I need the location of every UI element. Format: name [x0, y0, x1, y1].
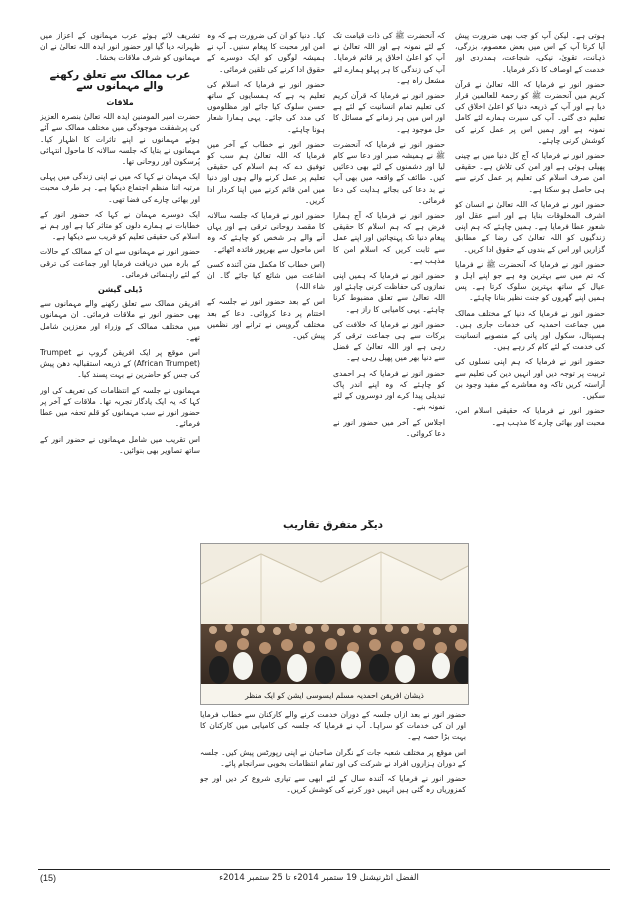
footer-rule — [38, 869, 610, 870]
paragraph: حضور انور نے فرمایا کہ ہر احمدی کو چاہئے کہ وہ اپنے اندر پاک تبدیلی پیدا کرے اور دوسروں کے لئے نمونہ بنے۔ — [333, 368, 445, 412]
article-column-5 — [200, 709, 466, 869]
paragraph: کیا۔ دنیا کو ان کی ضرورت ہے کہ وہ امن اور محبت کا پیغام سنیں۔ آپ نے ہمیشہ لوگوں کو ایک دوسرے کے حقوق ادا کرنے کی تلقین فرمائی۔ — [207, 31, 325, 74]
issue-date-line: الفضل انٹرنیشنل 19 ستمبر 2014ء تا 25 ستمبر 2014ء — [219, 873, 419, 883]
paragraph: حضور انور نے فرمایا کہ ہم اپنی نسلوں کی تربیت پر توجہ دیں اور انہیں دین کی تعلیم سے آراستہ کریں تاکہ وہ معاشرے کے مفید وجود بن سکیں۔ — [455, 357, 605, 401]
paragraph: حضور انور نے فرمایا کہ خلافت کی برکات سے ہی جماعت ترقی کر رہی ہے اور اللہ تعالیٰ کے فضل سے دنیا بھر میں پھیل رہی ہے۔ — [333, 319, 445, 363]
paragraph: تشریف لائے ہوئے عرب مہمانوں کے اعزاز میں ظہرانہ دیا گیا اور حضور انور ایدہ اللہ تعالیٰ نے ان مہمانوں کو شرف ملاقات بخشا۔ — [40, 31, 200, 63]
paragraph: حضور انور نے فرمایا کہ حقیقی اسلام امن، محبت اور بھائی چارے کا مذہب ہے۔ — [455, 406, 605, 427]
paragraph: حضور انور نے فرمایا کہ اللہ تعالیٰ نے انسان کو اشرف المخلوقات بنایا ہے اور اسے عقل اور شعور عطا فرمایا ہے۔ ہمیں چاہئے کہ ہم اپنی زندگیوں کو اللہ تعالیٰ کی رضا کے مطابق گزاریں اور اس کے بندوں کے حقوق ادا کریں۔ — [455, 199, 605, 254]
section-subheading-delegation: ڈیلی گیشن — [98, 285, 142, 295]
paragraph: ایک مہمان نے کہا کہ میں نے اپنی زندگی میں پہلی مرتبہ اتنا منظم اجتماع دیکھا ہے۔ ہر طرف محبت اور بھائی چارے کی فضا تھی۔ — [40, 172, 200, 204]
paragraph: اس موقع پر مختلف شعبہ جات کے نگران صاحبان نے اپنی رپورٹس پیش کیں۔ جلسہ کے دوران ہزاروں افراد نے شرکت کی اور تمام انتظامات بخوبی سرانجام پائے۔ — [200, 747, 466, 768]
article-column-4 — [40, 30, 200, 868]
paragraph: مہمانوں نے جلسہ کے انتظامات کی تعریف کی اور کہا کہ یہ ایک یادگار تجربہ تھا۔ ملاقات کے آخر پر حضور انور نے سب مہمانوں کو قلم تحفہ میں عطا فرمائے۔ — [40, 385, 200, 429]
section-heading-other-events: دیگر متفرق تقاریب — [282, 520, 384, 531]
section-other-events — [200, 520, 466, 540]
paragraph: حضرت امیر المومنین ایدہ اللہ تعالیٰ بنصرہ العزیز کی پرشفقت موجودگی میں مختلف ممالک سے آئے ہوئے مہمانوں نے اپنے تاثرات کا اظہار کیا۔ مہمانوں نے بتایا کہ جلسہ سالانہ کا ماحول انتہائی پُرسکون اور روحانی تھا۔ — [40, 112, 200, 167]
paragraph: حضور انور نے فرمایا کہ جلسہ سالانہ کا مقصد روحانی ترقی ہے اور یہاں آنے والے ہر شخص کو چاہئے کہ وہ اس ماحول سے بھرپور فائدہ اٹھائے۔ — [207, 211, 325, 254]
paragraph: حضور انور نے خطاب کے آخر میں فرمایا کہ اللہ تعالیٰ ہم سب کو توفیق دے کہ ہم اسلام کی حقیقی تعلیم پر عمل کرنے والے ہوں اور دنیا میں امن قائم کرنے میں اپنا کردار ادا کریں۔ — [207, 139, 325, 205]
paragraph: حضور انور نے فرمایا کہ آنحضرت ﷺ نے ہمیشہ صبر اور دعا سے کام لیا اور دشمنوں کے لئے بھی دعائیں کیں۔ طائف کے واقعہ میں بھی آپ نے بد دعا کی بجائے ہدایت کی دعا فرمائی۔ — [333, 139, 445, 205]
paragraph: اجلاس کے آخر میں حضور انور نے دعا کروائی۔ — [333, 417, 445, 438]
paragraph: ایک دوسرے مہمان نے کہا کہ حضور انور کے خطابات نے ہمارے دلوں کو متاثر کیا ہے اور ہم نے اسلام کی حقیقی تعلیم کو قریب سے دیکھا ہے۔ — [40, 209, 200, 242]
paragraph: حضور انور نے مہمانوں سے ان کے ممالک کے حالات کے بارہ میں دریافت فرمایا اور جماعت کی ترقی کے لئے راہنمائی فرمائی۔ — [40, 247, 200, 279]
paragraph: اس تقریب میں شامل مہمانوں نے حضور انور کے ساتھ تصاویر بھی بنوائیں۔ — [40, 434, 200, 455]
paragraph: اس کے بعد حضور انور نے جلسہ کے اختتام پر دعا کروائی۔ دعا کے بعد مختلف گروپس نے ترانے اور نظمیں پیش کیں۔ — [207, 297, 325, 341]
paragraph: کہ آنحضرت ﷺ کی ذات قیامت تک کے لئے نمونہ ہے اور اللہ تعالیٰ نے آپ کو اعلیٰ اخلاق پر قائم فرمایا۔ آپ کی زندگی کا ہر پہلو ہمارے لئے مشعل راہ ہے۔ — [333, 31, 445, 85]
section-heading-arab-guests: عرب ممالک سے تعلق رکھنے والے مہمانوں سے — [49, 68, 191, 92]
paragraph: افریقن ممالک سے تعلق رکھنے والے مہمانوں سے بھی حضور انور نے ملاقات فرمائی۔ ان مہمانوں میں مختلف ممالک کے وزراء اور معززین شامل تھے۔ — [40, 299, 200, 342]
paragraph: حضور انور نے بعد ازاں جلسہ کے دوران خدمت کرنے والے کارکنان سے خطاب فرمایا اور ان کی خدمات کو سراہا۔ آپ نے فرمایا کہ جلسہ کی کامیابی میں کارکنان کا بہت بڑا حصہ ہے۔ — [200, 710, 466, 742]
page-footer — [0, 873, 638, 887]
photo-caption: ذیشان افریقن احمدیہ مسلم ایسوسی ایشن کو ایک منظر — [245, 691, 424, 700]
paragraph: حضور انور نے فرمایا کہ دنیا کے مختلف ممالک میں جماعت احمدیہ کی خدمات جاری ہیں۔ ہسپتال، سکول اور پانی کے منصوبے انسانیت کی خدمت کے لئے کام کر رہے ہیں۔ — [455, 308, 605, 352]
section-subheading: ملاقات — [106, 98, 134, 108]
paragraph: حضور انور نے فرمایا کہ آج ہمارا فرض ہے کہ ہم اسلام کا حقیقی پیغام دنیا تک پہنچائیں اور اپنے عمل سے ثابت کریں کہ اسلام امن کا مذہب ہے۔ — [333, 211, 445, 265]
paragraph: ہوتی ہے۔ لیکن آپ کو جب بھی ضرورت پیش آیا کرتا آپ کے اس میں بعض معصوم، بزرگی، ذہانت، تقویٰ، نیکی، شجاعت، ہمدردی اور خدمت کے اوصاف کا ذکر فرمایا۔ — [455, 31, 605, 74]
paragraph: حضور انور نے فرمایا کہ آنحضرت ﷺ نے فرمایا کہ تم میں سے بہترین وہ ہے جو اپنے اہل و عیال کے ساتھ بہترین سلوک کرتا ہے۔ پس ہمیں اپنے گھروں کو جنت نظیر بنانا چاہئے۔ — [455, 259, 605, 303]
article-column-1 — [455, 30, 605, 868]
paragraph: حضور انور نے فرمایا کہ آج کل دنیا میں بے چینی پھیلی ہوئی ہے اور امن کی تلاش ہے۔ حقیقی امن صرف اسلام کی تعلیم پر عمل کرنے سے ہی حاصل ہو سکتا ہے۔ — [455, 151, 605, 194]
paragraph: حضور انور نے فرمایا کہ آئندہ سال کے لئے ابھی سے تیاری شروع کر دیں اور جو کمزوریاں رہ گئی ہیں انہیں دور کرنے کی کوشش کریں۔ — [200, 774, 466, 795]
page-number: (15) — [40, 873, 57, 883]
event-photo — [200, 543, 469, 705]
paragraph: (اس خطاب کا مکمل متن آئندہ کسی اشاعت میں شائع کیا جائے گا۔ ان شاء اللہ) — [207, 259, 325, 292]
crowd-photo-illustration — [201, 544, 468, 704]
paragraph: حضور انور نے فرمایا کہ ہمیں اپنی نمازوں کی حفاظت کرنی چاہئے اور اللہ تعالیٰ سے تعلق مضبوط کرنا چاہئے۔ یہی کامیابی کا راز ہے۔ — [333, 271, 445, 314]
paragraph: حضور انور نے فرمایا کہ اللہ تعالیٰ نے قرآن کریم میں آنحضرت ﷺ کو رحمۃ للعالمین قرار دیا ہے اور آپ کے ذریعہ دنیا کو اعلیٰ اخلاق کی تعلیم دی گئی۔ آپ کی سیرت ہمارے لئے کامل نمونہ ہے اور ہمیں اس پر عمل کرنے کی کوشش کرنی چاہئے۔ — [455, 79, 605, 145]
paragraph: اس موقع پر ایک افریقن گروپ نے Trumpet (African Trumpet) کے ذریعہ استقبالیہ دھن پیش کی جس کو حاضرین نے بہت پسند کیا۔ — [40, 348, 200, 380]
paragraph: حضور انور نے فرمایا کہ قرآن کریم کی تعلیم تمام انسانیت کے لئے ہے اور اس میں ہر زمانے کے مسائل کا حل موجود ہے۔ — [333, 91, 445, 134]
paragraph: حضور انور نے فرمایا کہ اسلام کی تعلیم یہ ہے کہ ہمسایوں کے ساتھ حسن سلوک کیا جائے اور مظلوموں کی مدد کی جائے۔ یہی ہمارا شعار ہونا چاہئے۔ — [207, 79, 325, 134]
